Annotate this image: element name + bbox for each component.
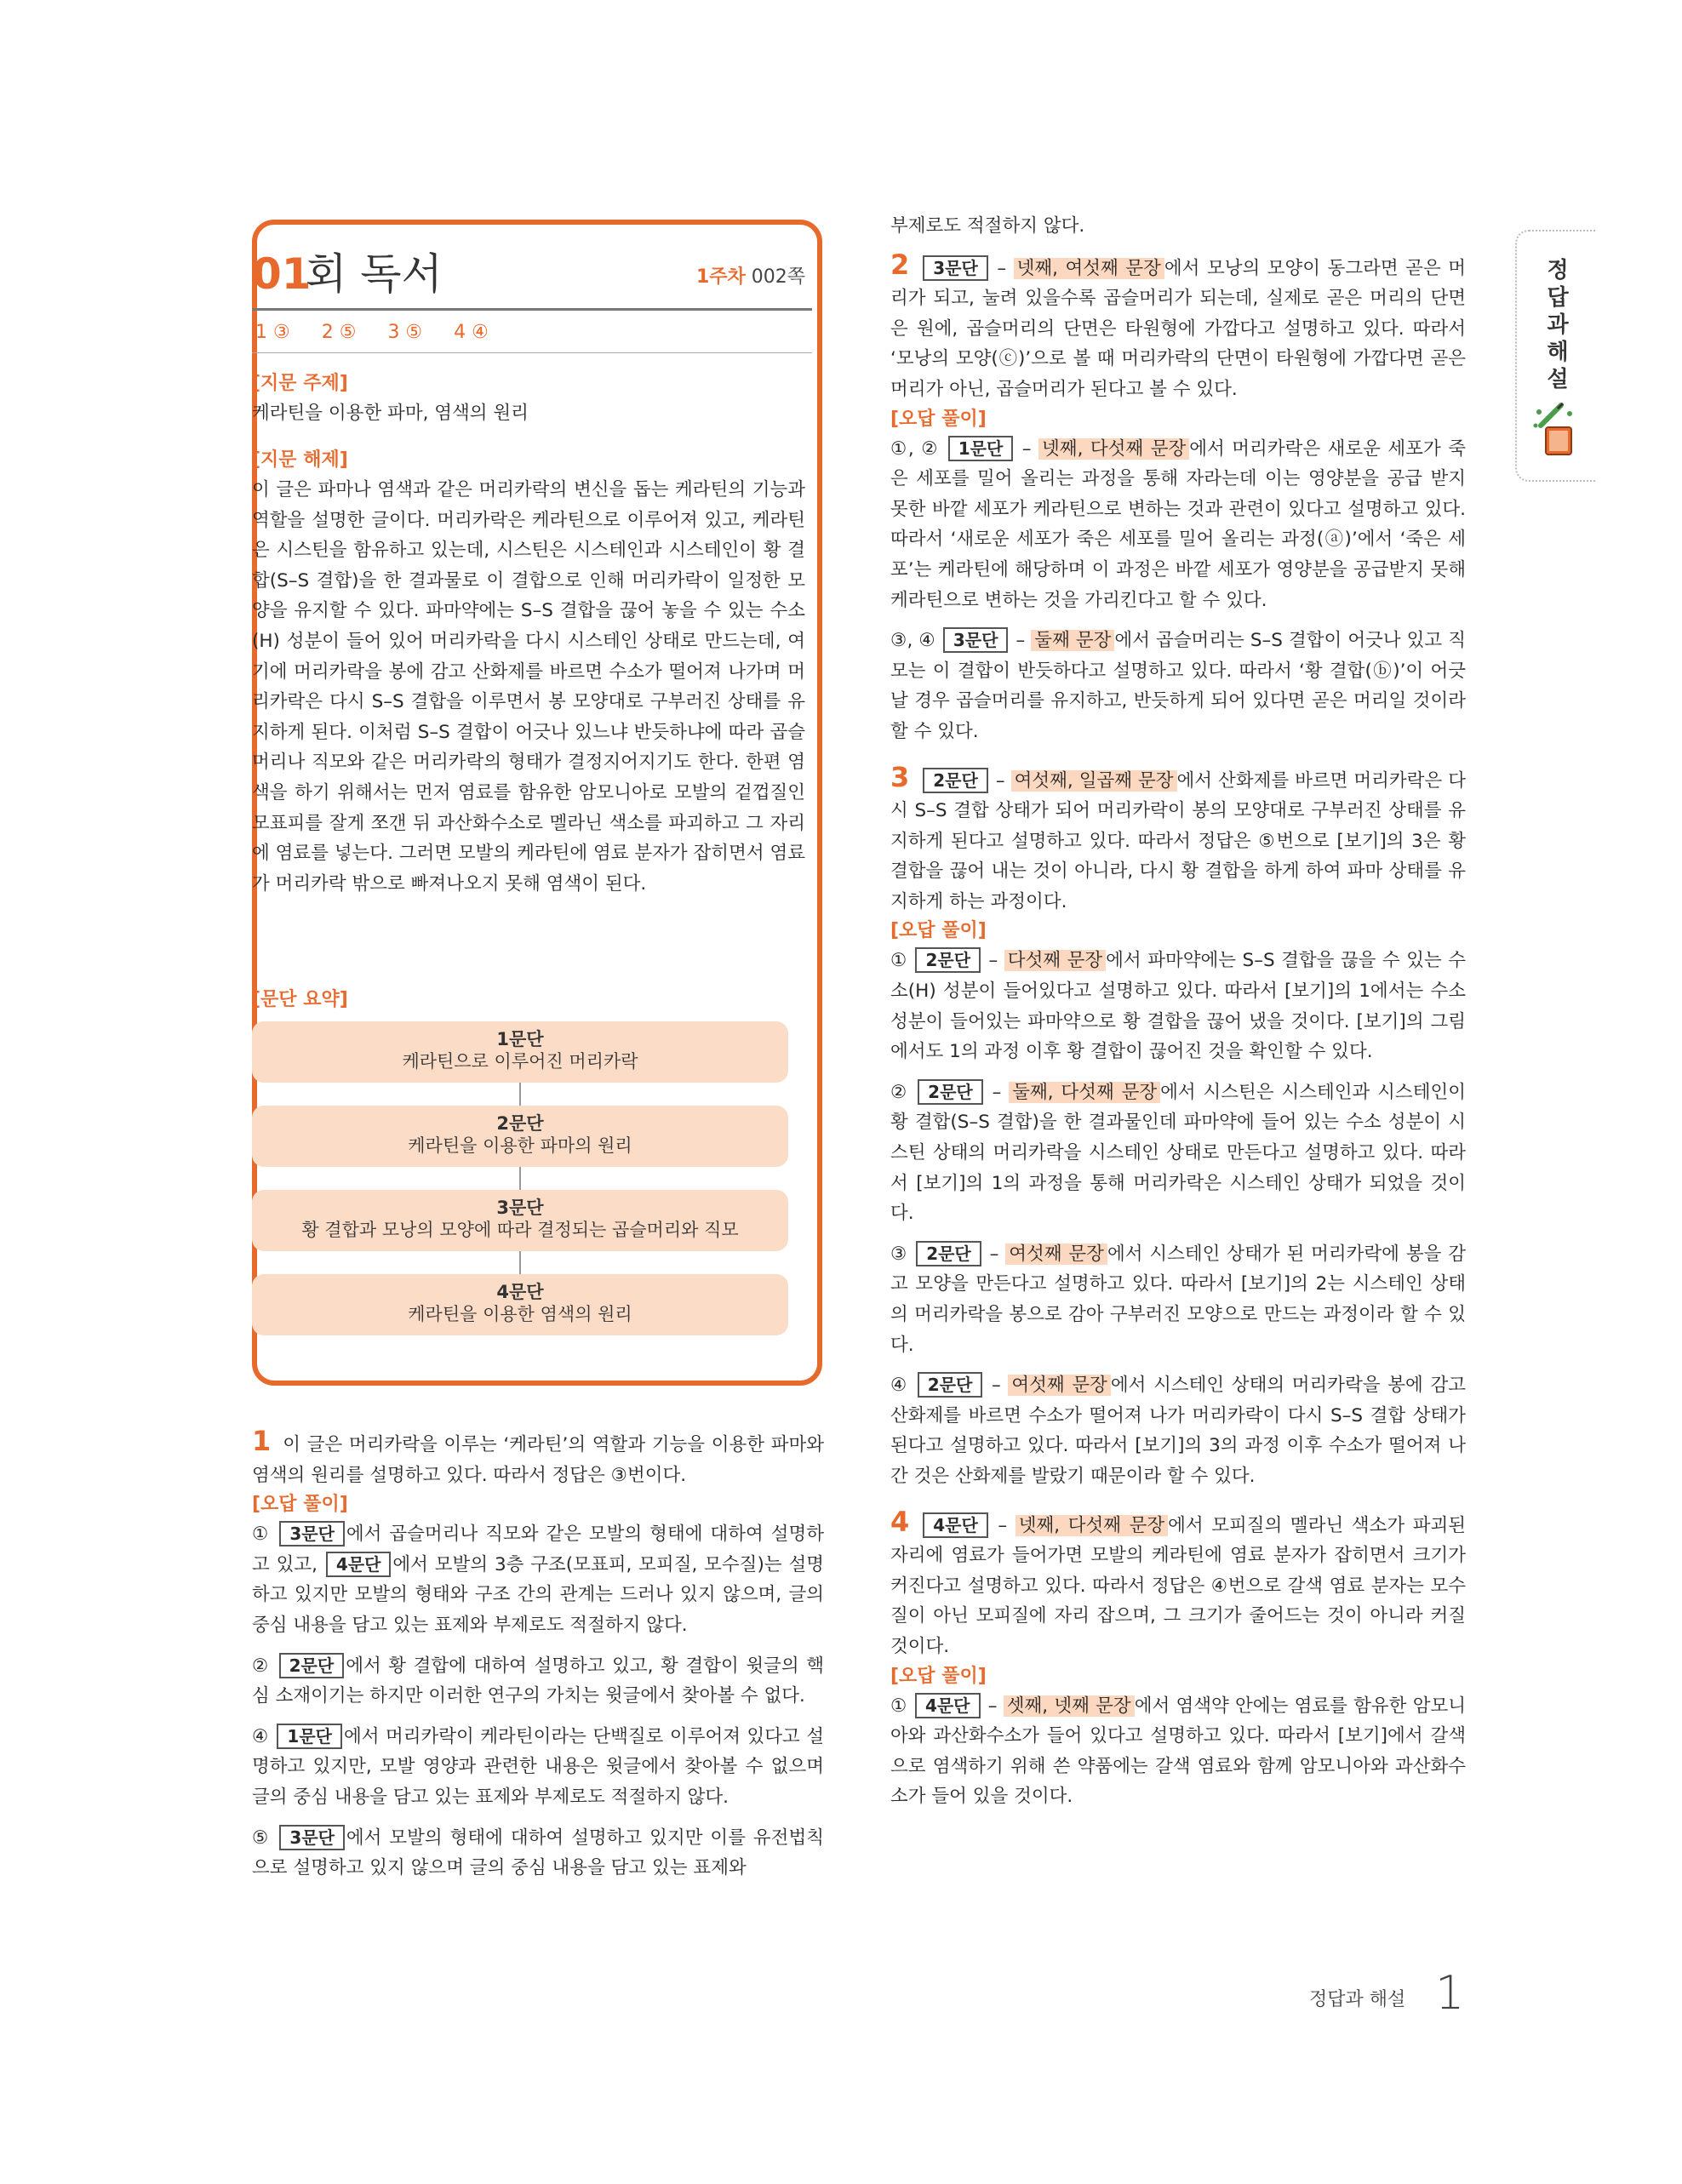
wrong-mark: ①: [890, 950, 907, 972]
wrong-body: 에서 머리카락이 케라틴이라는 단백질로 이루어져 있다고 설명하고 있지만, 모발 영양과 관련한 내용은 윗글에서 찾아볼 수 없으며 글의 중심 내용을 담고 있는 표제와 부제로도 적절하지 않다.: [252, 1725, 825, 1808]
wrong-mark: ③: [890, 1243, 908, 1265]
wrong-body: 에서 곱슬머리나 직모와 같은 모발의 형태에 대하여 설명하고 있고,: [252, 1524, 824, 1575]
flow-sub: 케라틴으로 이루어진 머리카락: [402, 1051, 638, 1072]
wrong-mark: ①: [890, 1695, 907, 1717]
flow-head: 1문단: [496, 1029, 544, 1049]
paragraph-chip: 4문단: [923, 1512, 988, 1538]
paragraph-chip: 2문단: [916, 1241, 981, 1266]
paragraph-chip: 4문단: [326, 1552, 392, 1577]
answers-divider: [252, 352, 812, 353]
q3-number: 3: [890, 760, 910, 793]
wrong-item: [252, 1651, 824, 1712]
wrong-body: 에서 머리카락은 새로운 세포가 죽은 세포를 밀어 올리는 과정을 통해 자라는데 이는 영양분을 공급 받지 못한 바깥 세포가 케라틴으로 변하는 것과 관련이 있다고 설명하고 있다. 따라서 ‘새로운 세포가 죽은 세포를 밀어 올리는 과정(ⓐ)’에서 ‘죽은 세포’는 케라틴에 해당하며 이 과정은 바깥 세포가 영양분을 공급받지 못해 케라틴으로 변하는 것을 가리킨다고 할 수 있다.: [890, 437, 1467, 611]
analysis-section: [252, 446, 805, 899]
wrong-item: ② 2문단 – 둘째, 다섯째 문장 에서 시스틴은 시스테인과 시스테인이 황 결합(S–S 결합)을 한 결과물인데 파마약에 들어 있는 수소 성분이 시스틴 상태의 머리카락을 시스테인 상태로 만든다고 설명하고 있다. 따라서 [보기]의 1의 과정을 통해 머리카락은 시스테인 상태가 되었을 것이다.: [890, 1078, 1466, 1229]
flow-connector: [519, 1167, 521, 1190]
title-divider: [252, 308, 812, 311]
flow-head: 2문단: [496, 1113, 544, 1134]
answer-item: 2 ⑤: [321, 322, 357, 343]
wrong-mark: ⑤: [252, 1827, 271, 1849]
week-label: 1주차: [695, 266, 746, 288]
wrong-tag: [오답 풀이]: [890, 408, 987, 430]
wrong-body: 에서 시스테인 상태가 된 머리카락에 봉을 감고 모양을 만든다고 설명하고 있다. 따라서 [보기]의 2는 시스테인 상태의 머리카락을 봉으로 감아 구부러진 모양으로 만드는 과정이라 할 수 있다.: [890, 1243, 1466, 1356]
wrong-body: 에서 시스테인 상태의 머리카락을 봉에 감고 산화제를 바르면 수소가 떨어져 나가 머리카락이 다시 S–S 결합 상태가 된다고 설명하고 있다. 따라서 [보기]의 3의 과정 이후 수소가 떨어져 나간 것은 산화제를 발랐기 때문이라 할 수 있다.: [890, 1375, 1466, 1487]
week-ref: [696, 262, 805, 289]
wrong-item: [252, 1823, 824, 1884]
lesson-number: 01: [252, 249, 312, 299]
book-pencil-icon: [1532, 402, 1578, 461]
paragraph-chip: 3문단: [923, 255, 988, 281]
sentence-highlight: 여섯째 문장: [1008, 1375, 1111, 1396]
analysis-tag: [지문 해제]: [252, 449, 348, 471]
paragraph-chip: 3문단: [279, 1825, 345, 1850]
answer-item: 1 ③: [255, 322, 290, 343]
flow-sub: 황 결합과 모낭의 모양에 따라 결정되는 곱슬머리와 직모: [301, 1220, 739, 1240]
sentence-highlight: 셋째, 넷째 문장: [1004, 1695, 1135, 1717]
summary-section: [252, 986, 805, 1015]
sentence-highlight: 넷째, 다섯째 문장: [1015, 1515, 1168, 1536]
flow-box: [252, 1274, 788, 1335]
paragraph-chip: 3문단: [279, 1521, 345, 1547]
right-flow: [890, 211, 1466, 1812]
wrong-body: 에서 모발의 3층 구조(모표피, 모피질, 모수질)는 설명하고 있지만 모발의 형태와 구조 간의 관계는 드러나 있지 않으며, 글의 중심 내용을 담고 있는 표제와 부제로도 적절하지 않다.: [252, 1553, 824, 1636]
wrong-mark: ②: [252, 1655, 271, 1677]
wrong-mark: ①, ②: [890, 437, 940, 460]
paragraph-chip: 2문단: [923, 768, 988, 793]
wrong-mark: ④: [252, 1725, 269, 1747]
topic-section: [252, 369, 805, 429]
paragraph-chip: 3문단: [943, 627, 1009, 653]
wrong-mark: ①: [252, 1524, 271, 1546]
wrong-body: 에서 염색약 안에는 염료를 함유한 암모니아와 과산화수소가 들어 있다고 설명하고 있다. 따라서 [보기]에서 갈색으로 염색하기 위해 쓴 약품에는 갈색 염료와 함께 암모니아와 과산화수소가 들어 있을 것이다.: [890, 1695, 1467, 1808]
page-number: 1: [1435, 1966, 1465, 2020]
sentence-highlight: 둘째, 다섯째 문장: [1009, 1082, 1160, 1103]
wrong-item: [252, 1519, 824, 1640]
analysis-text: 이 글은 파마나 염색과 같은 머리카락의 변신을 돕는 케라틴의 기능과 역할을 설명한 글이다. 머리카락은 케라틴으로 이루어져 있고, 케라틴은 시스틴을 함유하고 있는데, 시스틴은 시스테인과 시스테인이 황 결합(S–S 결합)을 한 결과물로 이 결합으로 인해 머리카락이 일정한 모양을 유지할 수 있다. 파마약에는 S–S 결합을 끊어 놓을 수 있는 수소(H) 성분이 들어 있어 머리카락을 다시 시스테인 상태로 만드는데, 여기에 머리카락을 봉에 감고 산화제를 바르면 수소가 떨어져 나가며 머리카락은 다시 S–S 결합을 이루면서 봉 모양대로 구부러진 상태를 유지하게 된다. 이처럼 S–S 결합이 어긋나 있느냐 반듯하냐에 따라 곱슬머리나 직모와 같은 머리카락의 형태가 결정지어지기도 한다. 한편 염색을 하기 위해서는 먼저 염료를 함유한 암모니아로 모발의 겉껍질인 모표피를 잘게 쪼갠 뒤 과산화수소로 멜라닌 색소를 파괴하고 그 자리에 염료를 넣는다. 그러면 모발의 케라틴에 염료 분자가 잡히면서 염료가 머리카락 밖으로 빠져나오지 못해 염색이 된다.: [252, 479, 805, 895]
q3-text: 3 2문단 – 여섯째, 일곱째 문장 에서 산화제를 바르면 머리카락은 다시 S–S 결합 상태가 되어 머리카락이 봉의 모양대로 구부러진 상태를 유지하게 된다고 설명하고 있다. 따라서 정답은 ⑤번으로 [보기]의 3은 황 결합을 끊어 내는 것이 아니라, 다시 황 결합을 하게 하여 파마 상태를 유지하게 하는 과정이다.: [890, 760, 1467, 912]
sentence-highlight: 넷째, 여섯째 문장: [1014, 258, 1164, 279]
wrong-item: ①, ② 1문단 – 넷째, 다섯째 문장 에서 머리카락은 새로운 세포가 죽은 세포를 밀어 올리는 과정을 통해 자라는데 이는 영양분을 공급 받지 못한 바깥 세포가 케라틴으로 변하는 것과 관련이 있다고 설명하고 있다. 따라서 ‘새로운 세포가 죽은 세포를 밀어 올리는 과정(ⓐ)’에서 ‘죽은 세포’는 케라틴에 해당하며 이 과정은 바깥 세포가 영양분을 공급받지 못해 케라틴으로 변하는 것을 가리킨다고 할 수 있다.: [890, 434, 1466, 616]
page-ref: 002쪽: [751, 266, 805, 288]
wrong-item: ④ 2문단 – 여섯째 문장 에서 시스테인 상태의 머리카락을 봉에 감고 산화제를 바르면 수소가 떨어져 나가 머리카락이 다시 S–S 결합 상태가 된다고 설명하고 있다. 따라서 [보기]의 3의 과정 이후 수소가 떨어져 나간 것은 산화제를 발랐기 때문이라 할 수 있다.: [890, 1370, 1466, 1491]
wrong-body: 에서 모발의 형태에 대하여 설명하고 있지만 이를 유전법칙으로 설명하고 있지 않으며 글의 중심 내용을 담고 있는 표제와: [252, 1827, 824, 1879]
paragraph-chip: 2문단: [918, 1372, 983, 1398]
paragraph-chip: 2문단: [279, 1653, 345, 1678]
sentence-highlight: 여섯째 문장: [1005, 1244, 1107, 1265]
section-side-tab: [1515, 230, 1595, 482]
sentence-highlight: 여섯째, 일곱째 문장: [1011, 770, 1177, 792]
flow-connector: [519, 1083, 521, 1106]
wrong-item: ③ 2문단 – 여섯째 문장 에서 시스테인 상태가 된 머리카락에 봉을 감고 모양을 만든다고 설명하고 있다. 따라서 [보기]의 2는 시스테인 상태의 머리카락을 봉으로 감아 구부러진 모양으로 만드는 과정이라 할 수 있다.: [890, 1239, 1466, 1360]
answer-item: 3 ⑤: [387, 322, 423, 343]
wrong-mark: ②: [890, 1081, 909, 1103]
paragraph-chip: 4문단: [915, 1693, 981, 1718]
wrong-item: ① 2문단 – 다섯째 문장 에서 파마약에는 S–S 결합을 끊을 수 있는 수소(H) 성분이 들어있다고 설명하고 있다. 따라서 [보기]의 1에서는 수소 성분이 들어있는 파마약으로 황 결합을 끊어 냈을 것이다. [보기]의 그림에서도 1의 과정 이후 황 결합이 끊어진 것을 확인할 수 있다.: [890, 946, 1466, 1066]
flow-connector: [519, 1251, 521, 1274]
q2-text: 2 3문단 – 넷째, 여섯째 문장 에서 모낭의 모양이 동그라면 곧은 머리가 되고, 눌려 있을수록 곱슬머리가 되는데, 실제로 곧은 머리의 단면은 원에, 곱슬머리의 단면은 타원형에 가깝다고 설명하고 있다. 따라서 ‘모낭의 모양(ⓒ)’으로 볼 때 머리카락의 단면이 타원형에 가깝다면 곧은 머리가 아닌, 곱슬머리가 된다고 볼 수 있다.: [890, 248, 1467, 400]
box-title-row: [252, 249, 805, 300]
wrong-item: [252, 1722, 824, 1813]
topic-tag: [지문 주제]: [252, 373, 348, 394]
wrong-mark: ③, ④: [890, 630, 935, 652]
continued-text: 부제로도 적절하지 않다.: [890, 215, 1085, 237]
flow-box: [252, 1021, 788, 1083]
side-tab-label: 정답과 해설: [1547, 258, 1569, 392]
sentence-highlight: 둘째 문장: [1031, 630, 1114, 651]
paragraph-chip: 1문단: [948, 436, 1014, 461]
flow-head: 4문단: [496, 1282, 544, 1302]
paragraph-chip: 1문단: [277, 1724, 342, 1749]
wrong-item: ③, ④ 3문단 – 둘째 문장 에서 곱슬머리는 S–S 결합이 어긋나 있고 직모는 이 결합이 반듯하다고 설명하고 있다. 따라서 ‘황 결합(ⓑ)’이 어긋날 경우 곱슬머리를 유지하고, 반듯하게 되어 있다면 곧은 머리일 것이라 할 수 있다.: [890, 626, 1466, 746]
q2-number: 2: [890, 248, 910, 281]
q3-body: 에서 산화제를 바르면 머리카락은 다시 S–S 결합 상태가 되어 머리카락이 봉의 모양대로 구부러진 상태를 유지하게 된다고 설명하고 있다. 따라서 정답은 ⑤번으로 [보기]의 3은 황 결합을 끊어 내는 것이 아니라, 다시 황 결합을 하게 하여 파마 상태를 유지하게 하는 과정이다.: [890, 769, 1467, 912]
q1-explanation: [252, 1426, 824, 1884]
answer-key: [255, 322, 514, 343]
wrong-body: 에서 황 결합에 대하여 설명하고 있고, 황 결합이 윗글의 핵심 소재이기는 하지만 이러한 연구의 가치는 윗글에서 찾아볼 수 없다.: [252, 1655, 824, 1707]
q4-text: 4 4문단 – 넷째, 다섯째 문장 에서 모피질의 멜라닌 색소가 파괴된 자리에 염료가 들어가면 모발의 케라틴에 염료 분자가 잡히면서 크기가 커진다고 설명하고 있다. 따라서 정답은 ④번으로 갈색 염료 분자는 모수질이 아닌 모피질에 자리 잡으며, 그 크기가 줄어드는 것이 아니라 커질 것이다.: [890, 1505, 1467, 1657]
wrong-body: 에서 시스틴은 시스테인과 시스테인이 황 결합(S–S 결합)을 한 결과물인데 파마약에 들어 있는 수소 성분이 시스틴 상태의 머리카락을 시스테인 상태로 만든다고 설명하고 있다. 따라서 [보기]의 1의 과정을 통해 머리카락은 시스테인 상태가 되었을 것이다.: [890, 1081, 1466, 1225]
q2-body: 에서 모낭의 모양이 동그라면 곧은 머리가 되고, 눌려 있을수록 곱슬머리가 되는데, 실제로 곧은 머리의 단면은 원에, 곱슬머리의 단면은 타원형에 가깝다고 설명하고 있다. 따라서 ‘모낭의 모양(ⓒ)’으로 볼 때 머리카락의 단면이 타원형에 가깝다면 곧은 머리가 아닌, 곱슬머리가 된다고 볼 수 있다.: [890, 257, 1467, 400]
q1-number: 1: [252, 1425, 272, 1457]
lesson-title: 회 독서: [306, 249, 443, 299]
wrong-tag: [오답 풀이]: [252, 1494, 348, 1516]
wrong-mark: ④: [890, 1375, 909, 1397]
paragraph-chip: 2문단: [918, 1079, 983, 1105]
flow-sub: 케라틴을 이용한 염색의 원리: [408, 1304, 632, 1324]
flow-sub: 케라틴을 이용한 파마의 원리: [408, 1135, 632, 1156]
wrong-body: 에서 파마약에는 S–S 결합을 끊을 수 있는 수소(H) 성분이 들어있다고 설명하고 있다. 따라서 [보기]의 1에서는 수소 성분이 들어있는 파마약으로 황 결합을 끊어 냈을 것이다. [보기]의 그림에서도 1의 과정 이후 황 결합이 끊어진 것을 확인할 수 있다.: [890, 950, 1467, 1063]
q4-body: 에서 모피질의 멜라닌 색소가 파괴된 자리에 염료가 들어가면 모발의 케라틴에 염료 분자가 잡히면서 크기가 커진다고 설명하고 있다. 따라서 정답은 ④번으로 갈색 염료 분자는 모수질이 아닌 모피질에 자리 잡으며, 그 크기가 줄어드는 것이 아니라 커질 것이다.: [890, 1514, 1467, 1657]
wrong-body: 에서 곱슬머리는 S–S 결합이 어긋나 있고 직모는 이 결합이 반듯하다고 설명하고 있다. 따라서 ‘황 결합(ⓑ)’이 어긋날 경우 곱슬머리를 유지하고, 반듯하게 되어 있다면 곧은 머리일 것이라 할 수 있다.: [890, 630, 1467, 742]
summary-tag: [문단 요약]: [252, 989, 348, 1010]
flow-box: [252, 1106, 788, 1167]
sentence-highlight: 다섯째 문장: [1004, 950, 1106, 971]
q1-text: [252, 1426, 824, 1490]
q1-body: 이 글은 머리카락을 이루는 ‘케라틴’의 역할과 기능을 이용한 파마와 염색의 원리를 설명하고 있다. 따라서 정답은 ③번이다.: [252, 1434, 824, 1486]
topic-text: 케라틴을 이용한 파마, 염색의 원리: [252, 403, 529, 424]
paragraph-chip: 2문단: [915, 947, 981, 973]
wrong-item: ① 4문단 – 셋째, 넷째 문장 에서 염색약 안에는 염료를 함유한 암모니아와 과산화수소가 들어 있다고 설명하고 있다. 따라서 [보기]에서 갈색으로 염색하기 위해 쓴 약품에는 갈색 염료와 함께 암모니아와 과산화수소가 들어 있을 것이다.: [890, 1691, 1466, 1812]
footer-label: 정답과 해설: [1309, 1989, 1406, 2010]
sentence-highlight: 넷째, 다섯째 문장: [1038, 438, 1189, 460]
flow-head: 3문단: [496, 1198, 544, 1218]
flow-box: [252, 1190, 788, 1251]
answer-item: 4 ④: [454, 322, 489, 343]
wrong-tag: [오답 풀이]: [890, 920, 987, 942]
q4-number: 4: [890, 1505, 910, 1538]
wrong-tag: [오답 풀이]: [890, 1665, 987, 1687]
